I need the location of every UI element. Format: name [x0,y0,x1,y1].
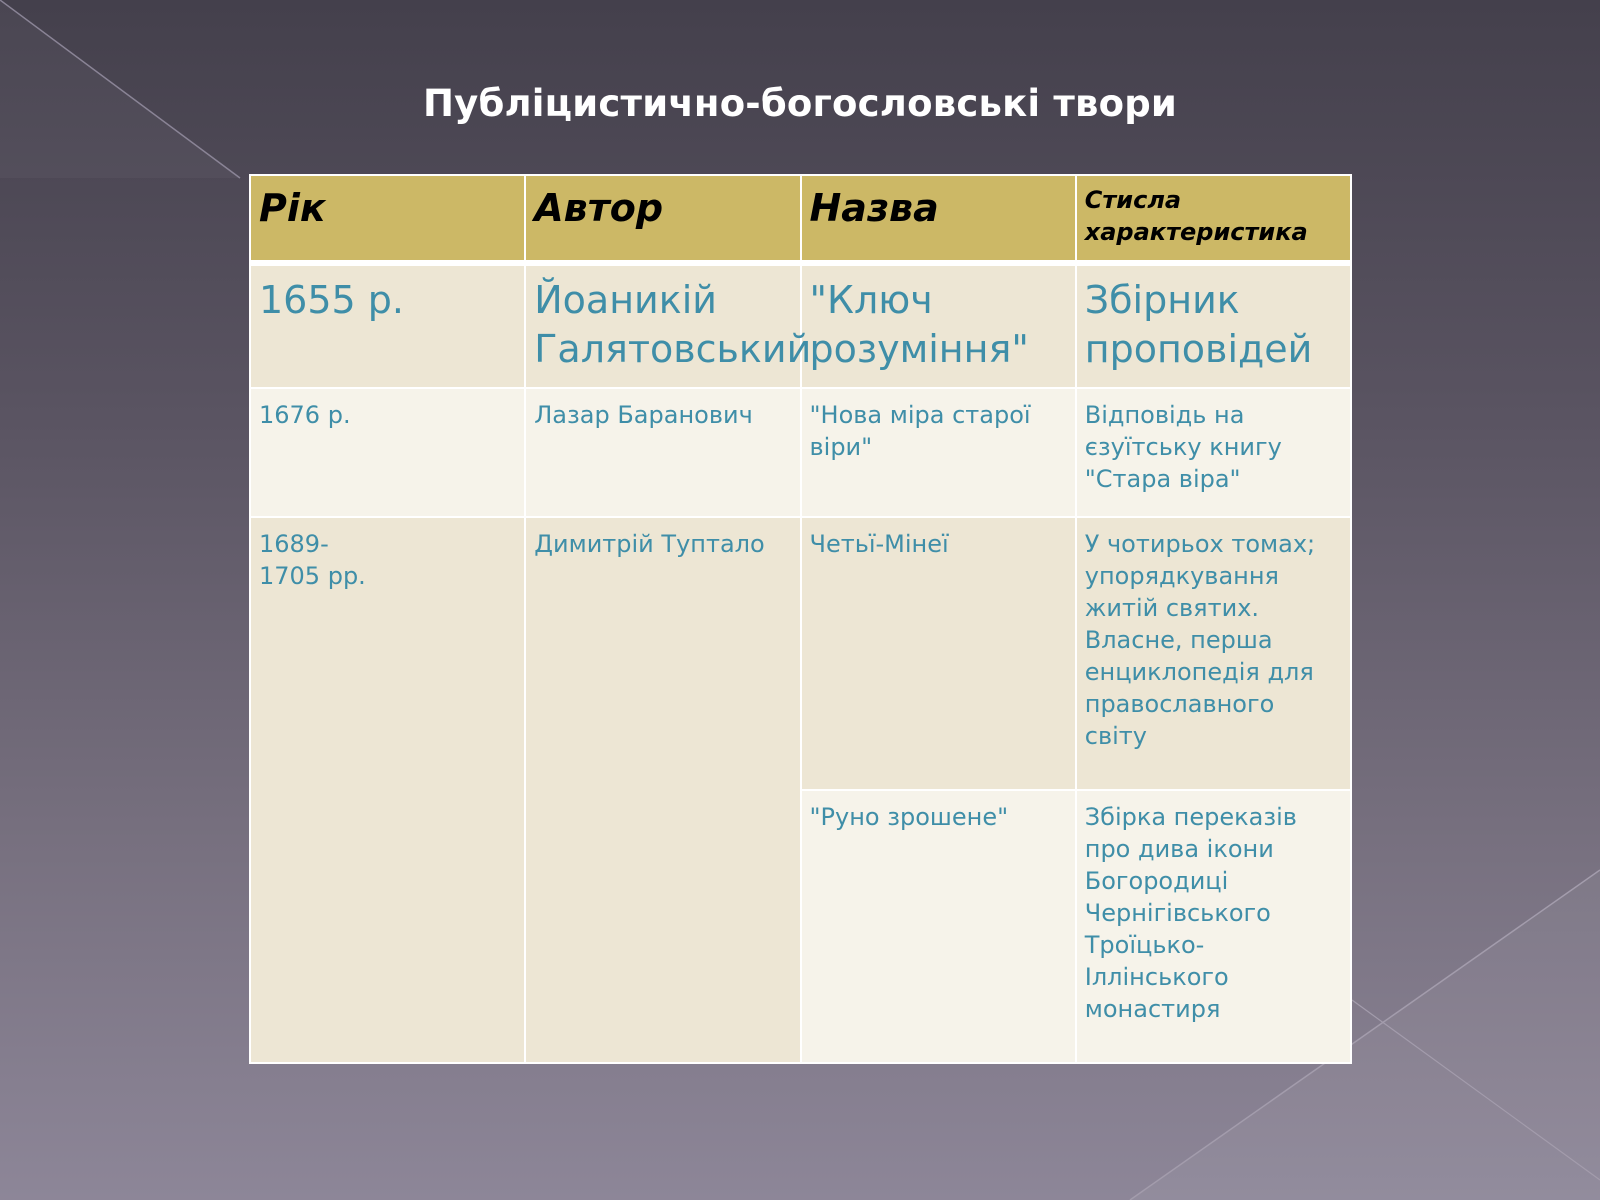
cell-work: "Руно зрошене" [801,790,1076,1063]
header-title: Назва [801,175,1076,263]
cell-description: У чотирьох томах; упорядкування житій святих. Власне, перша енциклопедія для православного світу [1076,517,1351,790]
header-description: Стисла характеристика [1076,175,1351,263]
table-header-row [250,175,1351,263]
cell-year: 1689- 1705 рр. [250,517,525,1063]
cell-author: Лазар Баранович [525,388,800,516]
cell-author: Димитрій Туптало [525,517,800,1063]
cell-description: Збірка переказів про дива ікони Богородиці Чернігівського Троїцько-Іллінського монастиря [1076,790,1351,1063]
header-author: Автор [525,175,800,263]
cell-work: "Ключ розуміння" [801,263,1076,388]
cell-author: Йоаникій Галятовський [525,263,800,388]
table-row [250,388,1351,516]
cell-work: Четьї-Мінеї [801,517,1076,790]
cell-year: 1676 р. [250,388,525,516]
table-row [250,263,1351,388]
slide-title: Публіцистично-богословські твори [422,82,1178,125]
table-row [250,517,1351,790]
cell-work: "Нова міра старої віри" [801,388,1076,516]
cell-description: Збірник проповідей [1076,263,1351,388]
cell-description: Відповідь на єзуїтську книгу "Стара віра" [1076,388,1351,516]
works-table [249,174,1352,1064]
header-year: Рік [250,175,525,263]
cell-year: 1655 р. [250,263,525,388]
